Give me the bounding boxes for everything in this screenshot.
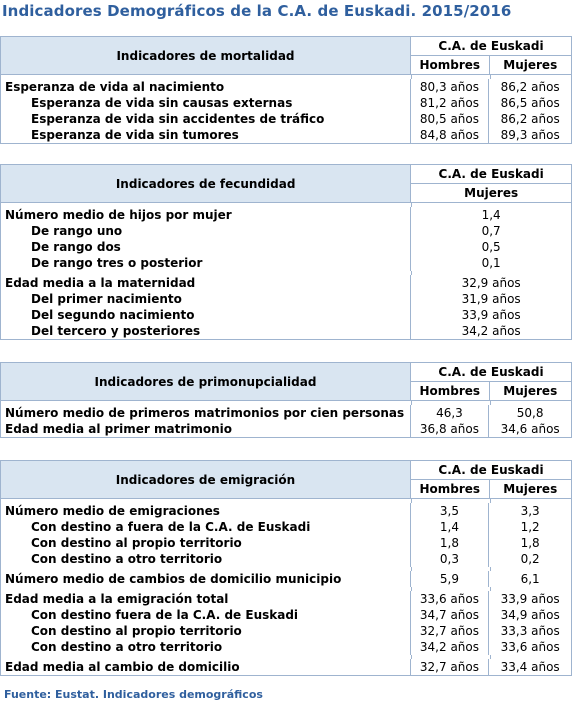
- table-row: Número medio de cambios de domicilio municipio 5,9 6,1: [1, 571, 571, 587]
- table-row: De rango tres o posterior 0,1: [1, 255, 571, 271]
- table-mortalidad: [0, 36, 572, 144]
- source-note: Fuente: Eustat. Indicadores demográficos: [4, 688, 263, 701]
- table-row: Edad media a la maternidad 32,9 años: [1, 275, 571, 291]
- table-header: [1, 37, 571, 74]
- table-row: Del primer nacimiento 31,9 años: [1, 291, 571, 307]
- table-header: [1, 165, 571, 202]
- table-row: Con destino a otro territorio 0,3 0,2: [1, 551, 571, 567]
- table-row: Con destino al propio territorio 32,7 años 33,3 años: [1, 623, 571, 639]
- section-header: Indicadores de primonupcialidad: [1, 363, 411, 400]
- table-row: Esperanza de vida al nacimiento 80,3 años 86,2 años: [1, 79, 571, 95]
- table-row: Con destino fuera de la C.A. de Euskadi 34,7 años 34,9 años: [1, 607, 571, 623]
- mujeres-header: Mujeres: [503, 384, 558, 398]
- table-row: De rango dos 0,5: [1, 239, 571, 255]
- region-header: C.A. de Euskadi: [411, 363, 571, 382]
- table-header: [1, 363, 571, 400]
- table-row: Con destino al propio territorio 1,8 1,8: [1, 535, 571, 551]
- page-title: Indicadores Demográficos de la C.A. de Euskadi. 2015/2016: [2, 2, 512, 20]
- region-header: C.A. de Euskadi: [411, 461, 571, 480]
- table-row: Esperanza de vida sin tumores 84,8 años 89,3 años: [1, 127, 571, 143]
- region-header: C.A. de Euskadi: [411, 165, 571, 184]
- mujeres-header: Mujeres: [503, 58, 558, 72]
- table-row: Esperanza de vida sin causas externas 81,2 años 86,5 años: [1, 95, 571, 111]
- hombres-header: Hombres: [411, 382, 490, 400]
- table-row: Edad media al cambio de domicilio 32,7 años 33,4 años: [1, 659, 571, 675]
- section-header: Indicadores de fecundidad: [1, 165, 411, 202]
- table-primonupcialidad: [0, 362, 572, 438]
- table-header: [1, 461, 571, 498]
- table-emigracion: [0, 460, 572, 676]
- table-row: Edad media a la emigración total 33,6 años 33,9 años: [1, 591, 571, 607]
- table-row: Con destino a otro territorio 34,2 años 33,6 años: [1, 639, 571, 655]
- table-row: Número medio de hijos por mujer 1,4: [1, 207, 571, 223]
- table-row: Con destino a fuera de la C.A. de Euskadi 1,4 1,2: [1, 519, 571, 535]
- hombres-header: Hombres: [411, 56, 490, 74]
- region-header: C.A. de Euskadi: [411, 37, 571, 56]
- table-row: Esperanza de vida sin accidentes de tráfico 80,5 años 86,2 años: [1, 111, 571, 127]
- hombres-header: Hombres: [411, 480, 490, 498]
- table-row: Número medio de emigraciones 3,5 3,3: [1, 503, 571, 519]
- table-row: Número medio de primeros matrimonios por cien personas 46,3 50,8: [1, 405, 571, 421]
- table-row: Del tercero y posteriores 34,2 años: [1, 323, 571, 339]
- table-row: Edad media al primer matrimonio 36,8 años 34,6 años: [1, 421, 571, 437]
- mujeres-header: Mujeres: [503, 482, 558, 496]
- mujeres-header: Mujeres: [464, 186, 519, 200]
- table-row: De rango uno 0,7: [1, 223, 571, 239]
- table-fecundidad: [0, 164, 572, 340]
- section-header: Indicadores de mortalidad: [1, 37, 411, 74]
- section-header: Indicadores de emigración: [1, 461, 411, 498]
- table-row: Del segundo nacimiento 33,9 años: [1, 307, 571, 323]
